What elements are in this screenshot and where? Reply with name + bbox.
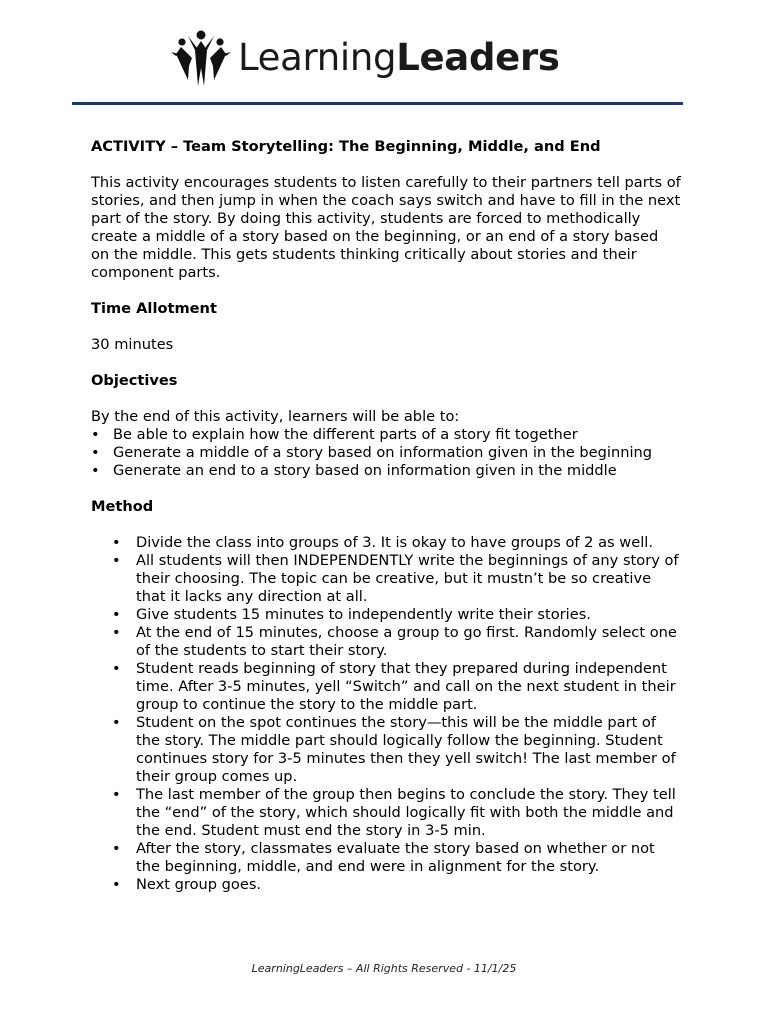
method-step: • All students will then INDEPENDENTLY write the beginnings of any story of their choosing. The topic can be creative, but it mustn’t be so creative that it lacks any direction at all. — [136, 552, 681, 606]
method-step: • Give students 15 minutes to independently write their stories. — [136, 606, 681, 624]
brand-wordmark — [238, 28, 560, 88]
objectives-heading: Objectives — [91, 372, 178, 389]
time-value: 30 minutes — [91, 336, 174, 353]
method-list — [91, 534, 681, 894]
method-heading: Method — [91, 498, 154, 515]
objective-item: • Generate an end to a story based on information given in the middle — [91, 462, 681, 480]
method-step: • Divide the class into groups of 3. It is okay to have groups of 2 as well. — [136, 534, 681, 552]
people-logo-icon — [170, 28, 232, 88]
activity-title: ACTIVITY – Team Storytelling: The Beginning, Middle, and End — [91, 138, 601, 155]
time-heading: Time Allotment — [91, 300, 217, 317]
intro-paragraph: This activity encourages students to listen carefully to their partners tell parts of stories, and then jump in when the coach says switch and have to fill in the next part of the story. By doing this activity, students are forced to methodically create a middle of a story based on the beginning, or an end of a story based on the middle. This gets students thinking critically about stories and their component parts. — [91, 174, 681, 281]
page-footer: LearningLeaders – All Rights Reserved - 11/1/25 — [251, 962, 517, 975]
objectives-list — [91, 426, 681, 480]
objective-item: • Be able to explain how the different parts of a story fit together — [91, 426, 681, 444]
method-step: • The last member of the group then begins to conclude the story. They tell the “end” of the story, which should logically fit with both the middle and the end. Student must end the story in 3-5 min. — [136, 786, 681, 840]
method-step: • After the story, classmates evaluate the story based on whether or not the beginning, middle, and end were in alignment for the story. — [136, 840, 681, 876]
method-step: • At the end of 15 minutes, choose a group to go first. Randomly select one of the students to start their story. — [136, 624, 681, 660]
brand-wordmark-light: Learning — [238, 36, 397, 79]
brand-wordmark-bold: Leaders — [396, 36, 560, 79]
document-body — [91, 138, 681, 894]
objectives-lead: By the end of this activity, learners will be able to: — [91, 408, 460, 425]
header-divider — [72, 102, 683, 105]
brand-logo — [170, 28, 560, 88]
page-header — [0, 0, 768, 110]
method-step: • Next group goes. — [136, 876, 681, 894]
method-step: • Student reads beginning of story that they prepared during independent time. After 3-5 minutes, yell “Switch” and call on the next student in their group to continue the story to the middle part. — [136, 660, 681, 714]
objective-item: • Generate a middle of a story based on information given in the beginning — [91, 444, 681, 462]
method-step: • Student on the spot continues the story—this will be the middle part of the story. The middle part should logically follow the beginning. Student continues story for 3-5 minutes then they yell switch! The last member of their group comes up. — [136, 714, 681, 786]
